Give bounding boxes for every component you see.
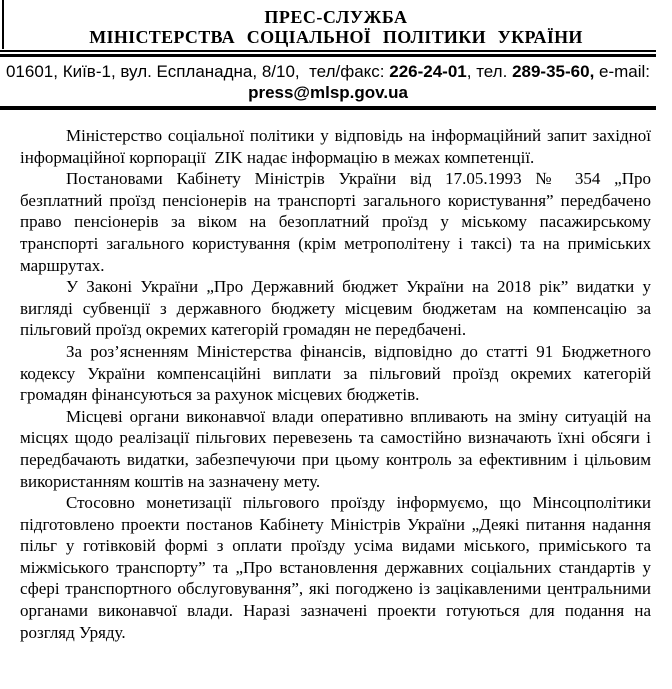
phone-fax-number: 226-24-01 <box>389 62 467 81</box>
double-rule-divider <box>0 50 656 57</box>
body-paragraph-3: У Законі України „Про Державний бюджет України на 2018 рік” видатки у вигляді субвенції з державного бюджету місцевим бюджетам на компенсацію за пільговий проїзд окремих категорій громадян не передбачені. <box>20 277 656 340</box>
phone-separator: , тел. <box>466 62 513 81</box>
document-body <box>0 110 672 643</box>
email-label: e-mail: <box>594 62 651 81</box>
body-paragraph-4: За роз’ясненням Міністерства фінансів, відповідно до статті 91 Бюджетного кодексу України компенсаційні виплати за пільговий проїзд окремих категорій громадян фінансуються за рахунок місцевих бюджетів. <box>20 341 656 405</box>
scan-border-artifact <box>2 0 4 49</box>
body-paragraph-6: Стосовно монетизації пільгового проїзду інформуємо, що Мінсоцполітики підготовлено проекти постанов Кабінету Міністрів України „Деякі питання надання пільг у готівковій формі з оплати проїзду усіма видами міського, приміського та міжміського транспорту” та „Про встановлення державних соціальних стандартів у сфері транспортного обслуговування”, які погоджено із зацікавленими центральними органами виконавчої влади. Наразі зазначені проекти готуються для подання на розгляд Уряду. <box>20 493 656 642</box>
document-header <box>0 0 672 47</box>
email-address: press@mlsp.gov.ua <box>248 83 408 102</box>
phone-number: 289-35-60, <box>512 62 595 81</box>
body-paragraph-5: Місцеві органи виконавчої влади оперативно впливають на зміну ситуацій на місцях щодо реалізації пільгових перевезень та самостійно визначають їхні обсяги і передбачають видатки, забезпечуючи при цьому контроль за ефективним і цільовим використанням коштів на зазначену мету. <box>20 406 656 491</box>
postal-address: 01601, Київ-1, вул. Еспланадна, 8/10, тел/факс: <box>5 62 390 81</box>
ministry-title: МІНІСТЕРСТВА СОЦІАЛЬНОЇ ПОЛІТИКИ УКРАЇНИ <box>89 27 583 47</box>
press-service-title: ПРЕС-СЛУЖБА <box>264 7 408 27</box>
contact-info <box>0 57 656 106</box>
body-paragraph-1: Міністерство соціальної політики у відповідь на інформаційний запит західної інформаційної корпорації ZIK надає інформацію в межах компетенції. <box>20 126 656 167</box>
body-paragraph-2: Постановами Кабінету Міністрів України від 17.05.1993 № 354 „Про безплатний проїзд пенсіонерів на транспорті загального користування” передбачено право пенсіонерів за віком на безоплатний проїзд у міському пасажирському транспорті загального користування (крім метрополітену і таксі) та на приміських маршрутах. <box>20 169 656 275</box>
